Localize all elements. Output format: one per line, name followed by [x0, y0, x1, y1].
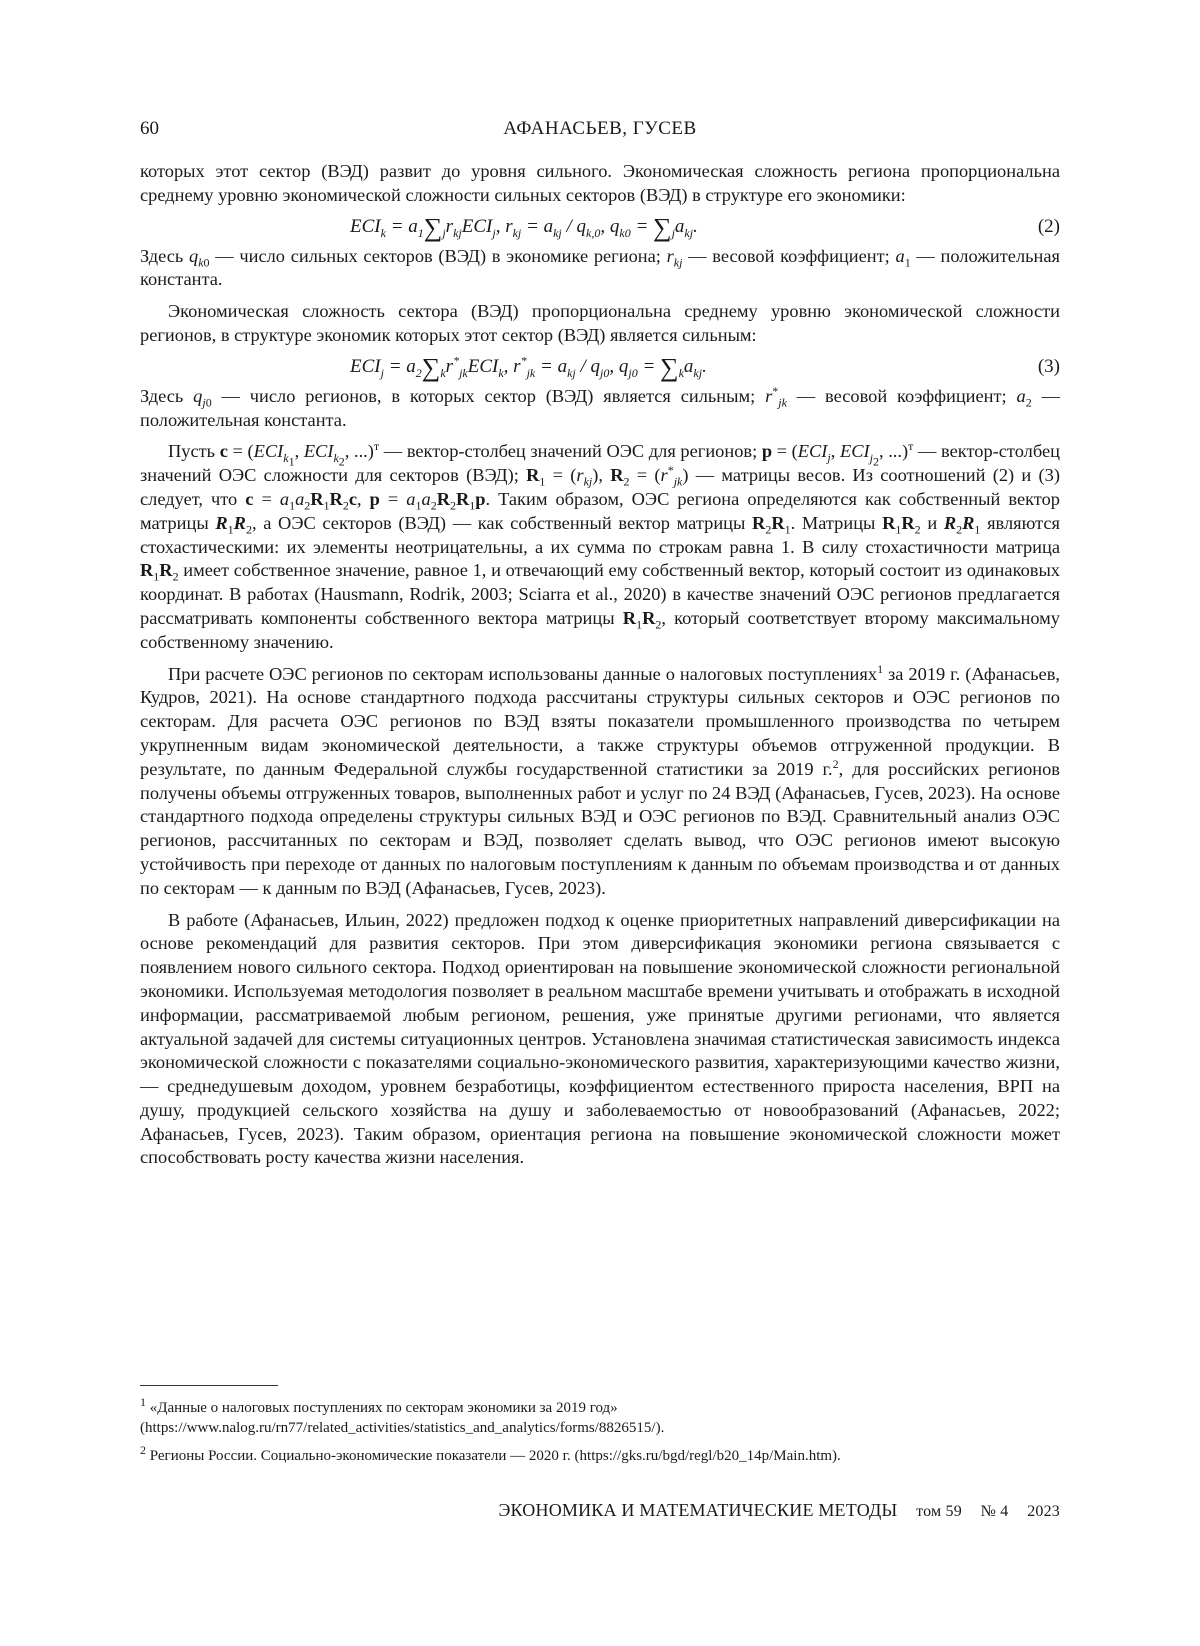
- paragraph-3: Экономическая сложность сектора (ВЭД) пропорциональна среднему уровню экономической сложности регионов, в структуре экономик которых этот сектор (ВЭД) является сильным:: [140, 301, 1060, 345]
- article-body: [140, 160, 1060, 1170]
- journal-issue: № 4: [980, 1503, 1009, 1520]
- paragraph-7: В работе (Афанасьев, Ильин, 2022) предложен подход к оценке приоритетных направлений диверсификации на основе рекомендаций для развития секторов. При этом диверсификация экономики региона связывается с появлением нового сильного сектора. Подход ориентирован на повышение экономической сложности региональной экономики. Используемая методология позволяет в реальном масштабе времени учитывать и отображать в исходной информации, рассматриваемой любым регионом, решения, уже принятые другими регионами, что является актуальной задачей для системы ситуационных центров. Установлена значимая статистическая зависимость индекса экономической сложности с показателями социально-экономического развития, характеризующими качество жизни,— среднедушевым доходом, уровнем безработицы, коэффициентом естественного прироста населения, ВРП на душу, продукцией сельского хозяйства на душу и заболеваемостью от новообразований (Афанасьев, 2022; Афанасьев, Гусев, 2023). Таким образом, ориентация региона на повышение экономической сложности может способствовать росту качества жизни населения.: [140, 909, 1060, 1168]
- journal-year: 2023: [1027, 1503, 1060, 1520]
- page-header: [140, 118, 1060, 144]
- paragraph-4: Здесь $q_{j0}$ — число регионов, в которых сектор (ВЭД) является сильным; $r^*_{jk}$ — весовой коэффициент; $a_2$ — положительная константа.: [140, 383, 1060, 430]
- paragraph-1: которых этот сектор (ВЭД) развит до уровня сильного. Экономическая сложность региона пропорциональна среднему уровню экономической сложности сильных секторов (ВЭД) в структуре его экономики:: [140, 161, 1060, 205]
- paragraph-6: При расчете ОЭС регионов по секторам использованы данные о налоговых поступлениях$^1$ за 2019 г. (Афанасьев, Кудров, 2021). На основе стандартного подхода рассчитаны структуры сильных секторов и ОЭС регионов по секторам. Для расчета ОЭС регионов по ВЭД взяты показатели промышленного производства по четырем укрупненным видам экономической деятельности, а также структуры объемов отгруженной продукции. В результате, по данным Федеральной службы государственной статистики за 2019 г.$^2$, для российских регионов получены объемы отгруженных товаров, выполненных работ и услуг по 24 ВЭД (Афанасьев, Гусев, 2023). На основе стандартного подхода определены структуры сильных ВЭД и ОЭС регионов по ВЭД. Сравнительный анализ ОЭС регионов, рассчитанных по секторам и ВЭД, позволяет сделать вывод, что ОЭС регионов имеют высокую устойчивость при переходе от данных по налоговым поступлениям к данным по объемам производства и от данных по секторам — к данным по ВЭД (Афанасьев, Гусев, 2023).: [140, 661, 1060, 898]
- footnote-1-mark: 1: [140, 1395, 146, 1409]
- equation-3-body: $ECI_j = a_2\sum_kr^*_{jk}ECI_k$, $r^*_{jk} = a_{kj} / q_{j0}$, $q_{j0} = \sum_ka_{kj}$.: [350, 352, 707, 382]
- paragraph-2: Здесь $q_{k0}$ — число сильных секторов (ВЭД) в экономике региона; $r_{kj}$ — весовой коэффициент; $a_1$ — положительная константа.: [140, 245, 1061, 290]
- footnotes: [140, 1395, 1060, 1474]
- equation-2-number: (2): [1037, 215, 1060, 237]
- footnote-1: [140, 1395, 1060, 1438]
- equation-2-body: $ECI_k = a_1\sum_jr_{kj}ECI_j$, $r_{kj} = a_{kj} / q_{k,0}$, $q_{k0} = \sum_ja_{kj}$.: [350, 212, 698, 242]
- equation-2: [140, 211, 1060, 243]
- equation-3-number: (3): [1037, 355, 1060, 377]
- footnote-1-text: «Данные о налоговых поступлениях по секторам экономики за 2019 год» (https://www.nalog.ru/rn77/related_activities/statistics_and_analytics/forms/8826515/).: [140, 1400, 665, 1436]
- equation-3: [140, 351, 1060, 383]
- journal-name: ЭКОНОМИКА И МАТЕМАТИЧЕСКИЕ МЕТОДЫ: [498, 1500, 898, 1520]
- paragraph-5: Пусть $c = (ECI_{k_1}$, $ECI_{k_2}$, ...)$^т$ — вектор-столбец значений ОЭС для регионов; $p = (ECI_j$, $ECI_{j_2}$, ...)$^т$ — вектор-столбец значений ОЭС сложности для секторов (ВЭД); $R_1 = (r_{kj})$, $R_2 = (r^*_{jk})$ — матрицы весов. Из соотношений (2) и (3) следует, что $c = a_1a_2R_1R_2c$, $p = a_1a_2R_2R_1p$. Таким образом, ОЭС региона определяются как собственный вектор матрицы $R_1R_2$, а ОЭС секторов (ВЭД) — как собственный вектор матрицы $R_2R_1$. Матрицы $R_1R_2$ и $R_2R_1$ являются стохастическими: их элементы неотрицательны, а их сумма по строкам равна 1. В силу стохастичности матрица $R_1R_2$ имеет собственное значение, равное 1, и отвечающий ему собственный вектор, который состоит из одинаковых координат. В работах (Hausmann, Rodrik, 2003; Sciarra et al., 2020) в качестве значений ОЭС регионов предлагается рассматривать компоненты собственного вектора матрицы $R_1R_2$, который соответствует второму максимальному собственному значению.: [140, 439, 1060, 652]
- footnote-divider: [140, 1385, 278, 1386]
- page-number: 60: [140, 118, 159, 139]
- running-title: АФАНАСЬЕВ, ГУСЕВ: [503, 118, 697, 139]
- footnote-2-text: Регионы России. Социально-экономические показатели — 2020 г. (https://gks.ru/bgd/regl/b20_14p/Main.htm).: [149, 1448, 841, 1464]
- footnote-2-mark: 2: [140, 1443, 146, 1457]
- journal-volume: том 59: [916, 1503, 962, 1520]
- page-footer: [140, 1500, 1060, 1521]
- footnote-2: [140, 1443, 1060, 1466]
